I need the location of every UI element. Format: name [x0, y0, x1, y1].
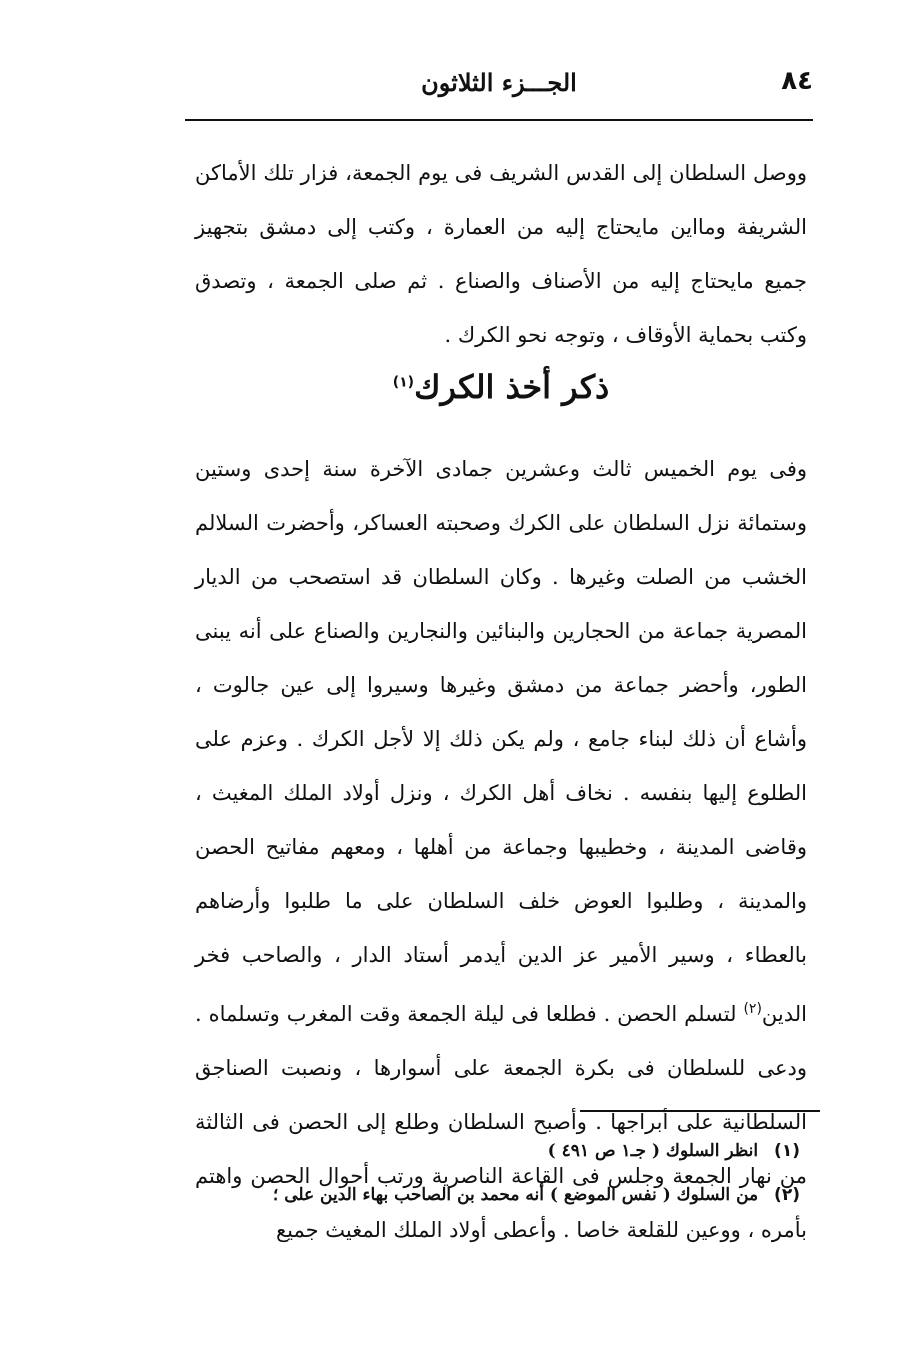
section-paragraph-part1: وفى يوم الخميس ثالث وعشرين جمادى الآخرة سنة إحدى وستين وستمائة نزل السلطان على الكرك وصحبته العساكر، وأحضرت السلالم الخشب من الصلت وغيرها . وكان السلطان قد استصحب من الديار المصرية جماعة من الحجارين والبنائين والنجارين والصناع على أنه يبنى الطور، وأحضر جماعة من دمشق وغيرها وسيروا إلى عين جالوت ، وأشاع أن ذلك لبناء جامع ، ولم يكن ذلك إلا لأجل الكرك . وعزم على الطلوع إليها بنفسه . نخاف أهل الكرك ، ونزل أولاد الملك المغيث ، وقاضى المدينة ، وخطيبها وجماعة من أهلها ، ومعهم مفاتيح الحصن والمدينة ، وطلبوا العوض خلف السلطان على ما طلبوا وأرضاهم بالعطاء ، وسير الأمير عز الدين أيدمر أستاد الدار ، والصاحب فخر الدين	[195, 457, 807, 1026]
section-paragraph-part2: لتسلم الحصن . فطلعا فى ليلة الجمعة وقت المغرب وتسلماه . ودعى للسلطان فى بكرة الجمعة على أسوارها ، ونصبت الصناجق السلطانية على أبراجها . وأصبح السلطان وطلع إلى الحصن فى الثالثة من نهار الجمعة وجلس فى القاعة الناصرية ورتب أحوال الحصن واهتم بأمره ، ووعين للقلعة خاصا . وأعطى أولاد الملك المغيث جميع	[195, 1002, 807, 1242]
footnote-2	[195, 1178, 800, 1222]
footnote-1	[195, 1134, 800, 1178]
heading-footnote-marker: (١)	[392, 374, 415, 391]
section-heading	[195, 368, 807, 428]
footnotes	[195, 1134, 800, 1222]
paragraph-footnote-marker: (٢)	[743, 1001, 762, 1017]
page-number: ٨٤	[781, 66, 813, 96]
footnote-2-text: من السلوك ( نفس الموضع ) أنه محمد بن الصاحب بهاء الدين على ؛	[272, 1185, 759, 1205]
intro-paragraph: ووصل السلطان إلى القدس الشريف فى يوم الجمعة، فزار تلك الأماكن الشريفة ومااين مايحتاج إليه من العمارة ، وكتب إلى دمشق بتجهيز جميع مايحتاج إليه من الأصناف والصناع . ثم صلى الجمعة ، وتصدق وكتب بحماية الأوقاف ، وتوجه نحو الكرك .	[195, 161, 807, 347]
header-rule	[185, 119, 813, 121]
page-header	[185, 62, 813, 102]
running-title: الجـــزء الثلاثون	[421, 68, 577, 97]
footnote-rule	[580, 1110, 820, 1112]
footnote-1-text: انظر السلوك ( جـ١ ص ٤٩١ )	[547, 1141, 759, 1161]
footnote-1-number: (١)	[774, 1141, 800, 1161]
section-heading-text: ذكر أخذ الكرك	[414, 368, 610, 406]
footnote-2-number: (٢)	[774, 1185, 800, 1205]
